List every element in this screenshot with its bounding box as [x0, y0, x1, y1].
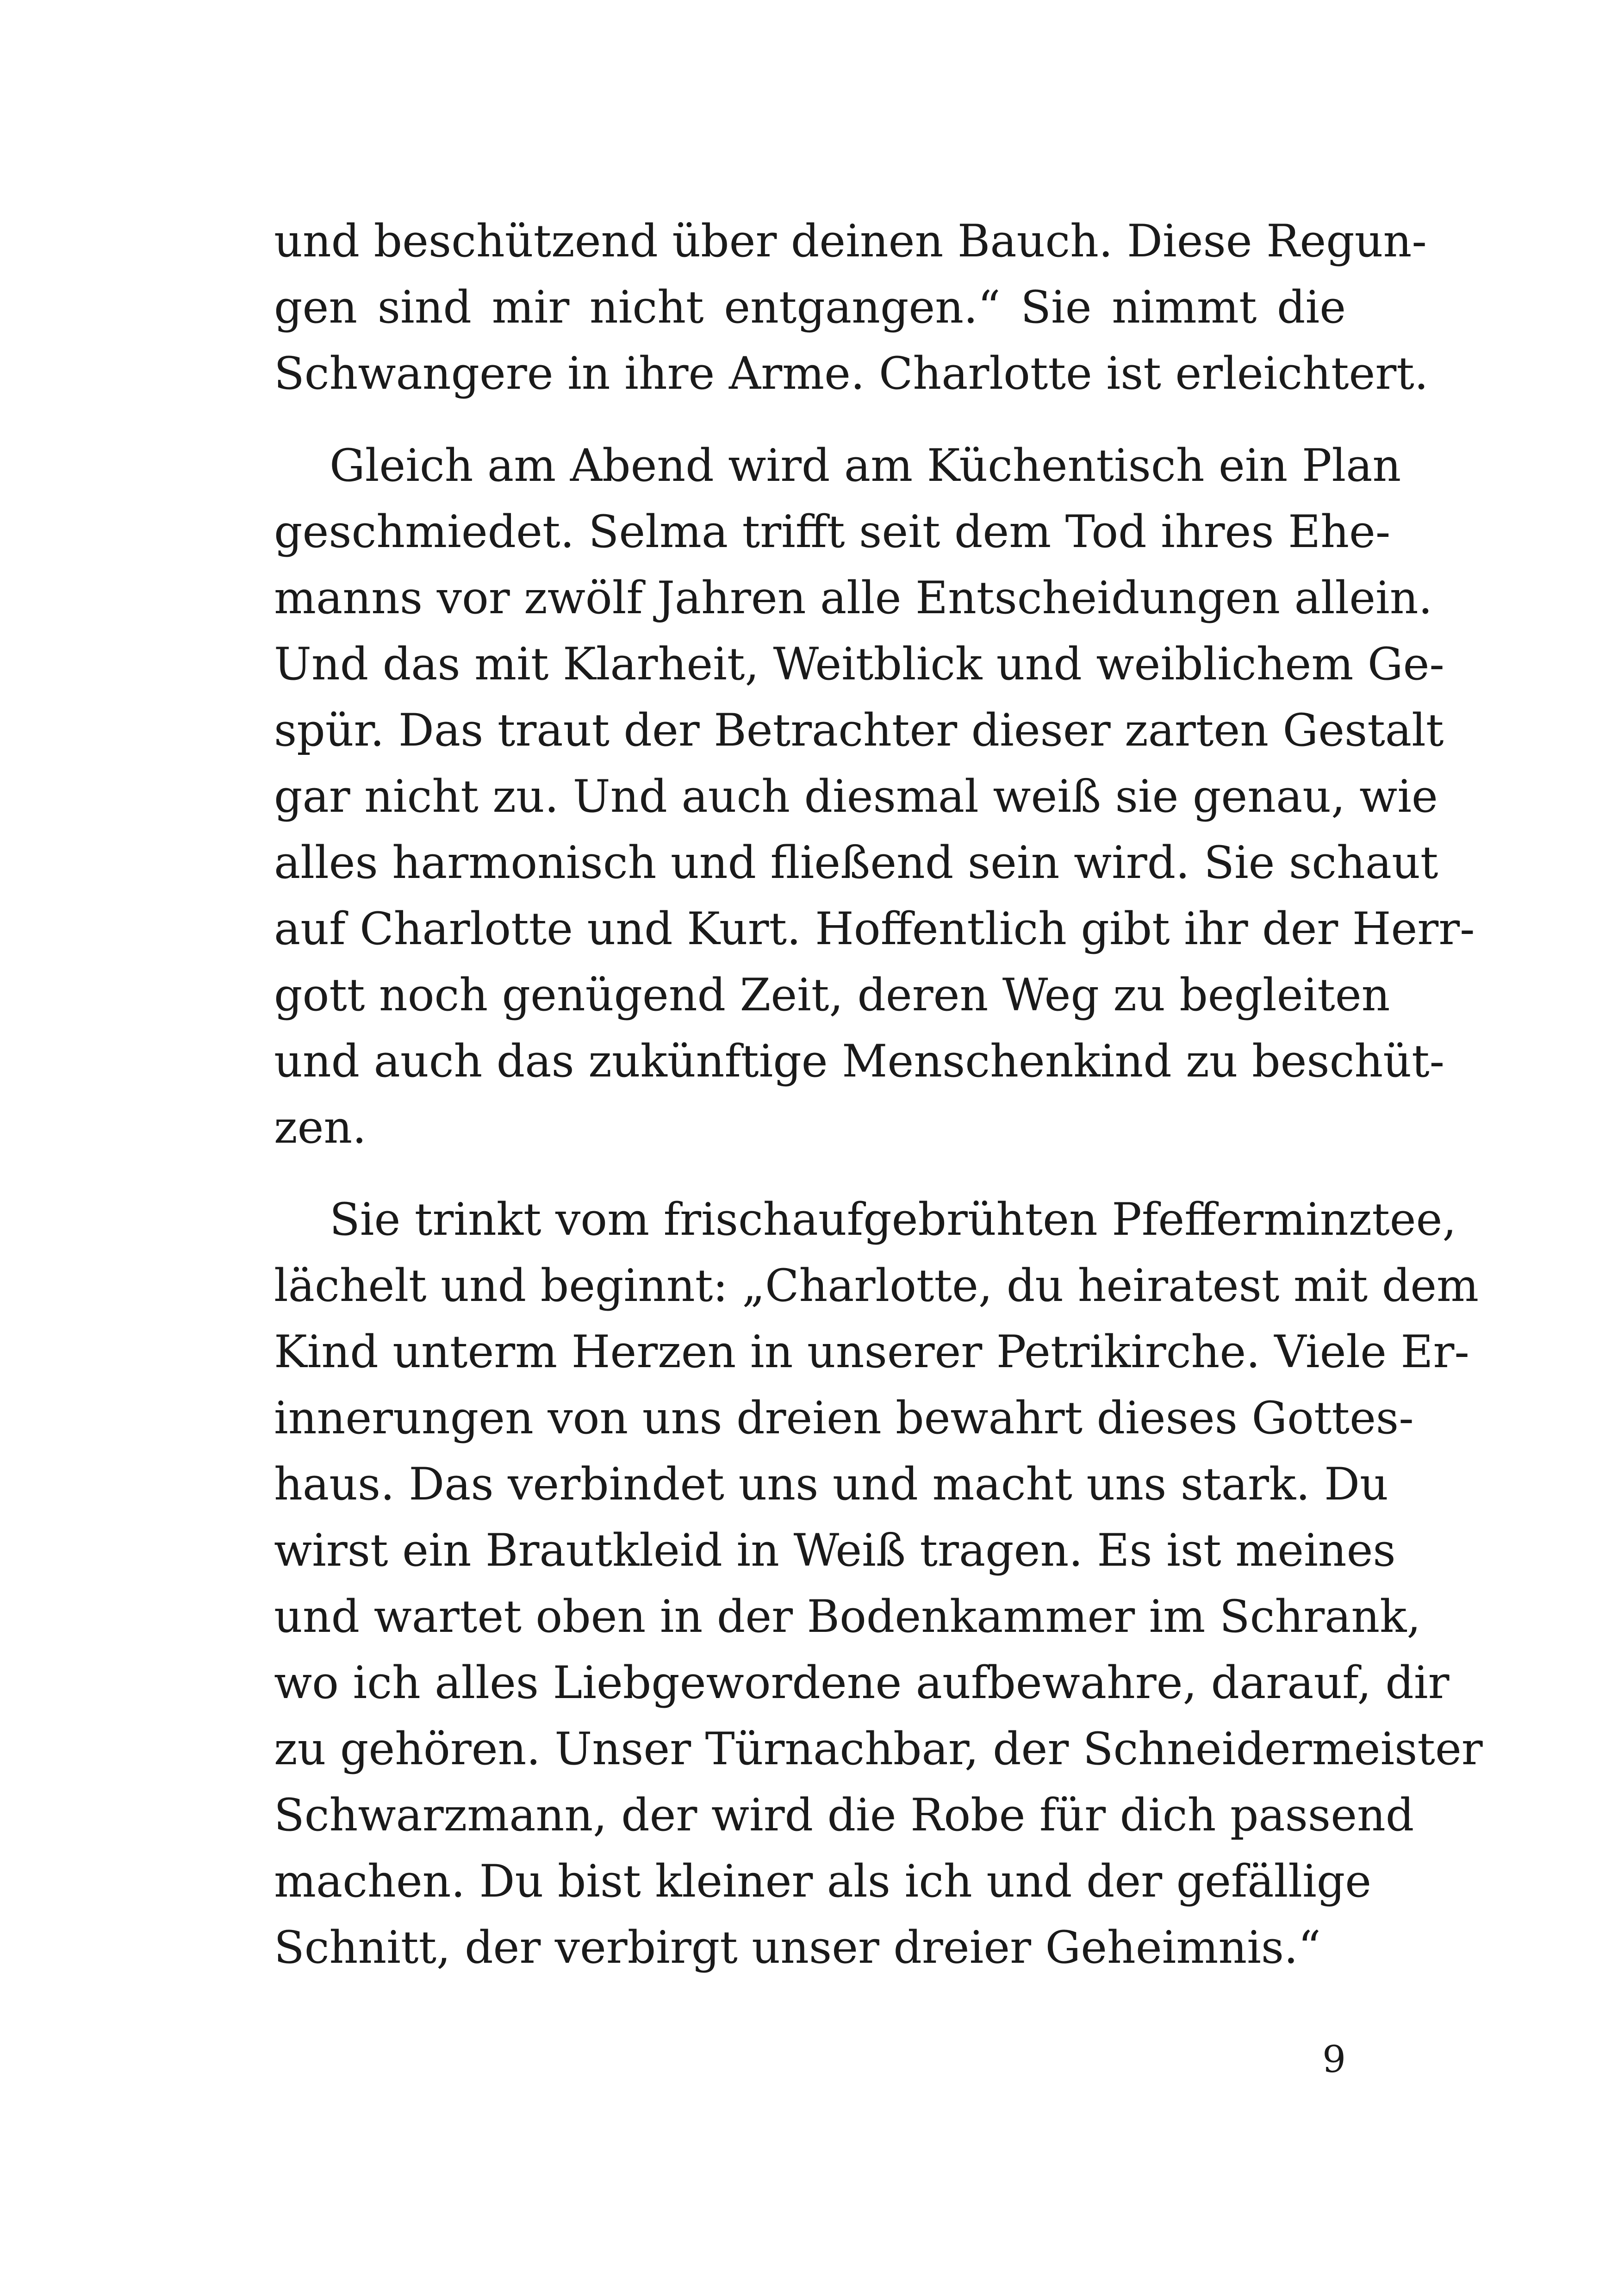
- text-line: Und das mit Klarheit, Weitblick und weiblichem Ge-: [274, 638, 1444, 690]
- text-line: lächelt und beginnt: „Charlotte, du heiratest mit dem: [274, 1260, 1479, 1312]
- text-line: Gleich am Abend wird am Küchentisch ein Plan: [330, 440, 1401, 492]
- text-line: Schnitt, der verbirgt unser dreier Geheimnis.“: [274, 1922, 1321, 1973]
- text-line: und auch das zukünftige Menschenkind zu beschüt-: [274, 1035, 1445, 1087]
- text-line: spür. Das traut der Betrachter dieser zarten Gestalt: [274, 704, 1444, 756]
- page-number: 9: [1322, 2038, 1346, 2081]
- text-line: gar nicht zu. Und auch diesmal weiß sie genau, wie: [274, 771, 1438, 822]
- text-line: haus. Das verbindet uns und macht uns stark. Du: [274, 1458, 1388, 1510]
- text-line: zu gehören. Unser Türnachbar, der Schneidermeister: [274, 1723, 1483, 1775]
- text-line: machen. Du bist kleiner als ich und der gefällige: [274, 1855, 1372, 1907]
- text-line: geschmiedet. Selma trifft seit dem Tod ihres Ehe-: [274, 506, 1391, 558]
- text-line: auf Charlotte und Kurt. Hoffentlich gibt ihr der Herr-: [274, 903, 1475, 955]
- text-line: und wartet oben in der Bodenkammer im Schrank,: [274, 1591, 1421, 1643]
- text-line: wo ich alles Liebgewordene aufbewahre, darauf, dir: [274, 1657, 1450, 1709]
- text-line: zen.: [274, 1101, 367, 1153]
- paragraph-3: [274, 1187, 1483, 1981]
- paragraph-1: [274, 208, 1429, 407]
- text-line: Schwangere in ihre Arme. Charlotte ist erleichtert.: [274, 348, 1429, 399]
- text-line: innerungen von uns dreien bewahrt dieses Gottes-: [274, 1392, 1414, 1444]
- text-line: Sie trinkt vom frischaufgebrühten Pfefferminztee,: [330, 1194, 1456, 1245]
- paragraph-2: [274, 433, 1475, 1161]
- text-line: Kind unterm Herzen in unserer Petrikirche. Viele Er-: [274, 1326, 1469, 1378]
- text-line: gen sind mir nicht entgangen.“ Sie nimmt die: [274, 281, 1346, 333]
- text-line: gott noch genügend Zeit, deren Weg zu begleiten: [274, 969, 1390, 1021]
- text-line: Schwarzmann, der wird die Robe für dich passend: [274, 1789, 1414, 1841]
- text-line: alles harmonisch und fließend sein wird. Sie schaut: [274, 837, 1438, 889]
- text-line: und beschützend über deinen Bauch. Diese Regun-: [274, 215, 1427, 267]
- text-line: manns vor zwölf Jahren alle Entscheidungen allein.: [274, 572, 1433, 624]
- text-line: wirst ein Brautkleid in Weiß tragen. Es ist meines: [274, 1524, 1396, 1576]
- body-text: [274, 208, 1483, 2007]
